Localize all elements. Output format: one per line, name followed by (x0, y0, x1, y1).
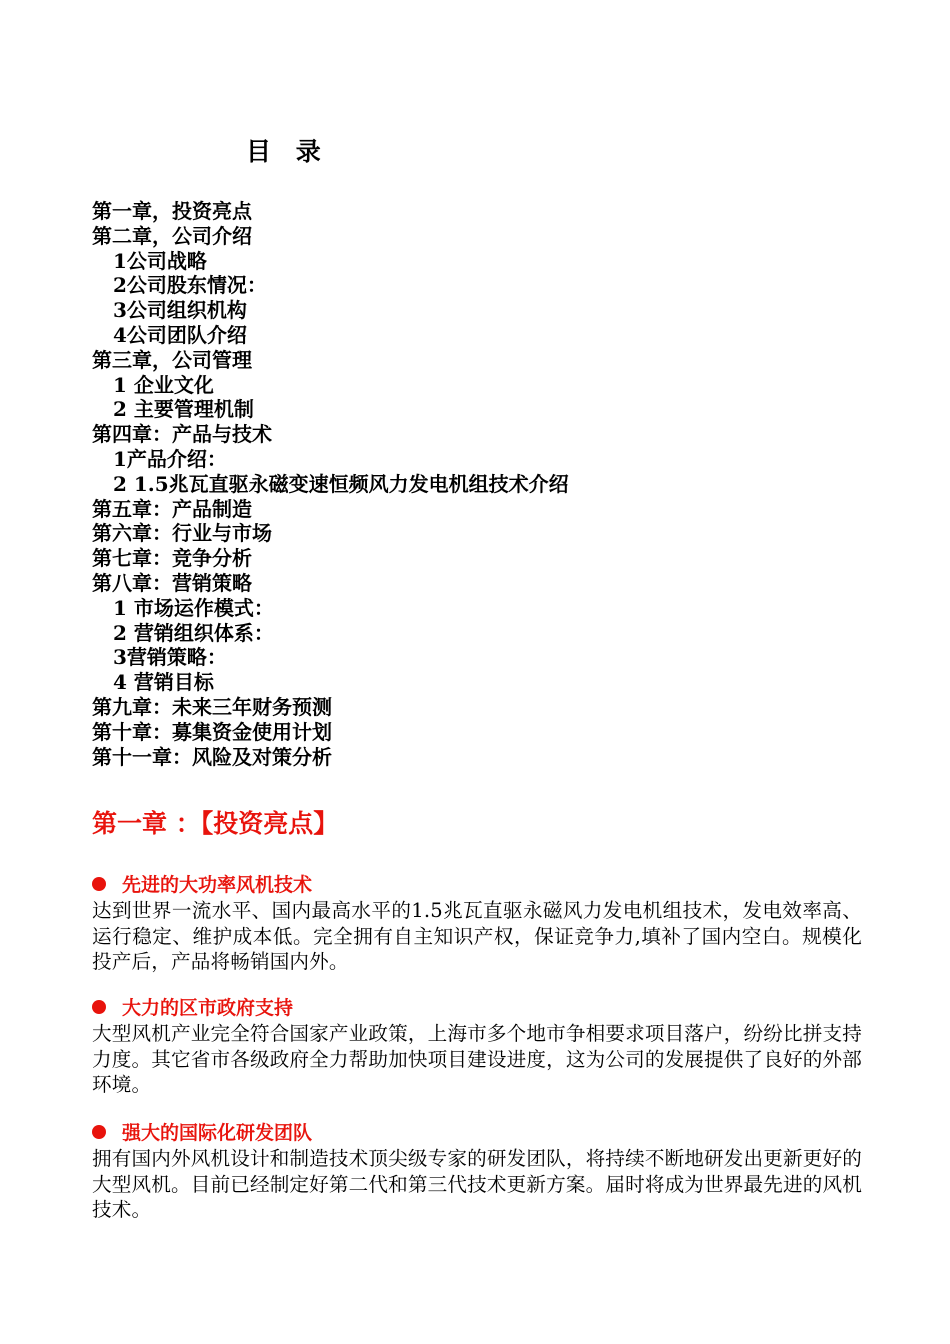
bullet-dot-icon (92, 877, 106, 891)
chapter-heading: 第一章 ：【投资亮点】 (92, 809, 339, 838)
toc-title: 目 录 (246, 137, 329, 166)
highlight-title-text: 强大的国际化研发团队 (122, 1122, 313, 1144)
toc-entry: 2 主要管理机制 (113, 397, 254, 422)
toc-entry: 第十章：募集资金使用计划 (92, 719, 332, 744)
toc-entry: 3营销策略： (113, 645, 227, 670)
toc-entry: 2 1.5兆瓦直驱永磁变速恒频风力发电机组技术介绍 (113, 471, 569, 496)
toc-entry: 第四章：产品与技术 (92, 422, 272, 447)
toc-entry: 第六章：行业与市场 (92, 521, 272, 546)
highlight-body: 大型风机产业完全符合国家产业政策，上海市多个地市争相要求项目落户，纷纷比拼支持力度。其它省市各级政府全力帮助加快项目建设进度，这为公司的发展提供了良好的外部环境。 (92, 1022, 863, 1097)
toc-entry: 1 市场运作模式： (113, 595, 274, 620)
toc-entry: 第三章，公司管理 (92, 347, 252, 372)
toc-entry: 第二章，公司介绍 (92, 223, 252, 248)
toc-entry: 2 营销组织体系： (113, 620, 274, 645)
highlight-section (92, 872, 862, 975)
toc-entry: 1 企业文化 (113, 372, 214, 397)
toc-entry: 第七章：竞争分析 (92, 546, 252, 571)
highlight-title (92, 1120, 862, 1146)
toc-entry: 1产品介绍： (113, 446, 227, 471)
highlight-title (92, 872, 862, 898)
toc-entry: 第一章，投资亮点 (92, 199, 252, 223)
toc-entry: 4公司团队介绍 (113, 322, 247, 347)
toc-entry: 3公司组织机构 (113, 298, 247, 323)
toc-list (92, 199, 569, 769)
highlight-body: 达到世界一流水平、国内最高水平的1.5兆瓦直驱永磁风力发电机组技术，发电效率高、运行稳定、维护成本低。完全拥有自主知识产权，保证竞争力,填补了国内空白。规模化投产后，产品将畅销国内外。 (92, 899, 862, 974)
highlight-title (92, 995, 862, 1021)
toc-entry: 第十一章：风险及对策分析 (92, 744, 332, 769)
toc-entry: 第九章：未来三年财务预测 (92, 694, 332, 719)
toc-entry: 1公司战略 (113, 248, 207, 273)
highlight-body: 拥有国内外风机设计和制造技术顶尖级专家的研发团队，将持续不断地研发出更新更好的大型风机。目前已经制定好第二代和第三代技术更新方案。届时将成为世界最先进的风机技术。 (92, 1147, 863, 1222)
highlight-title-text: 大力的区市政府支持 (122, 997, 294, 1019)
highlight-title-text: 先进的大功率风机技术 (122, 874, 313, 896)
toc-entry: 4 营销目标 (113, 670, 214, 695)
toc-entry: 第五章：产品制造 (92, 496, 252, 521)
toc-entry: 第八章：营销策略 (92, 570, 252, 595)
highlight-section (92, 1120, 862, 1223)
toc-entry: 2公司股东情况： (113, 273, 267, 298)
bullet-dot-icon (92, 1125, 106, 1139)
bullet-dot-icon (92, 1000, 106, 1014)
highlight-section (92, 995, 862, 1098)
